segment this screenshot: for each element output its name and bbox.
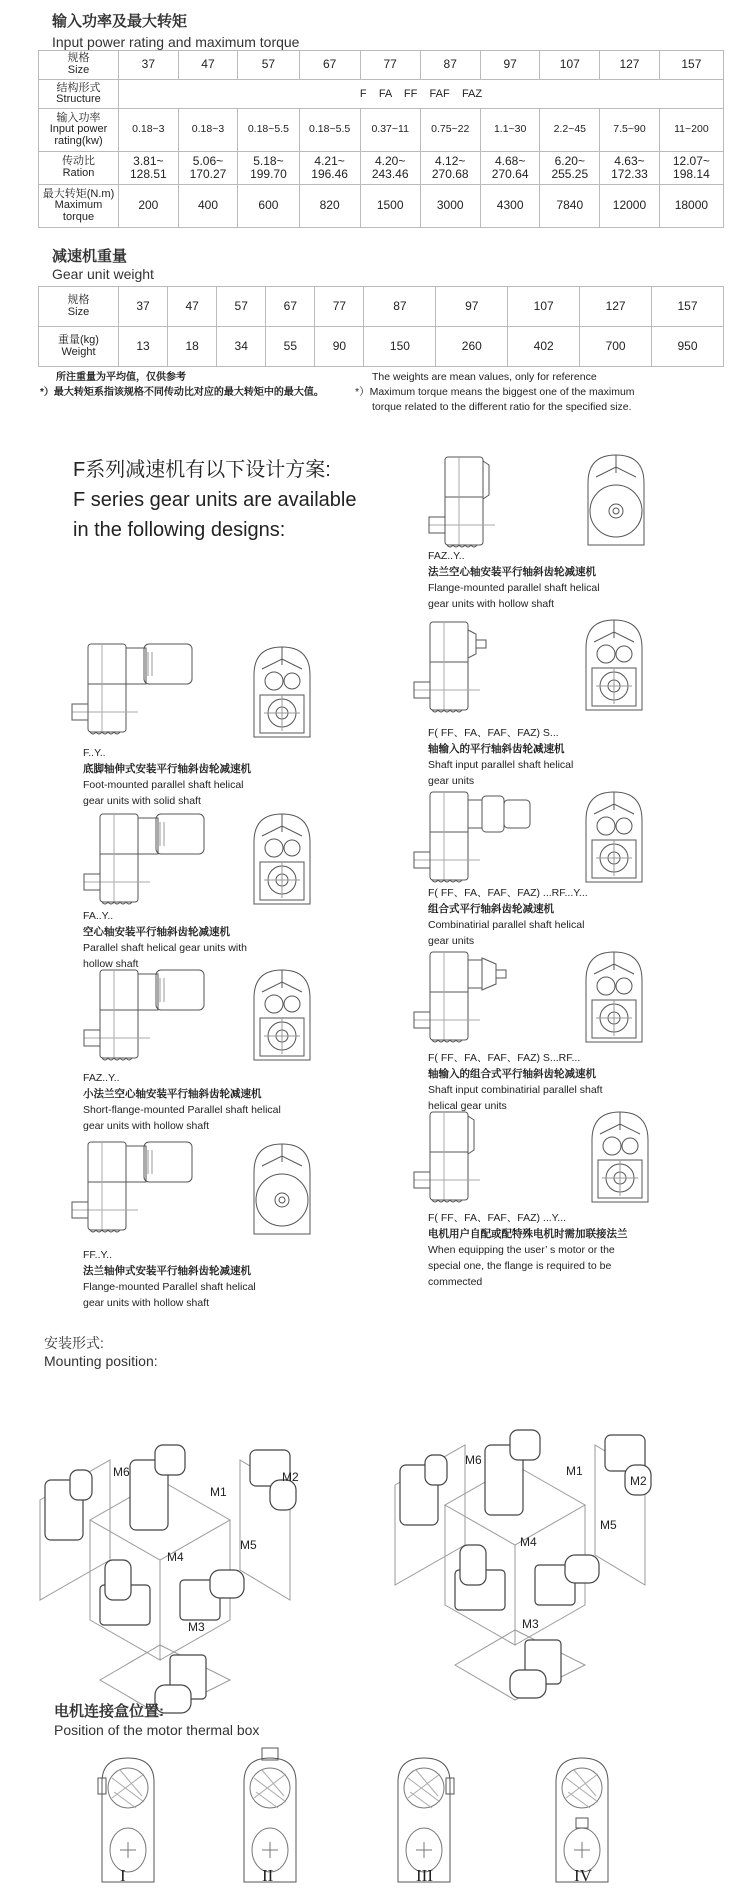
row-header	[39, 80, 119, 109]
design-name-en: helical gear units	[428, 1100, 507, 1112]
table-cell: 5.06~ 170.27	[178, 152, 238, 185]
table-cell: 0.18~3	[119, 109, 179, 152]
side-view-drawing	[410, 620, 540, 715]
weight-notes-cn	[40, 370, 324, 400]
table-cell: 87	[420, 51, 480, 80]
designs-title-en-1: F series gear units are available	[73, 489, 357, 511]
structure-cell: F FA FF FAF FAZ	[119, 80, 724, 109]
design-name-cn: 空心轴安装平行轴斜齿轮减速机	[83, 926, 230, 938]
table-cell: 37	[119, 287, 168, 327]
table-cell: 4.21~ 196.46	[299, 152, 360, 185]
table-row	[39, 185, 724, 228]
row-header-cn: 输入功率	[56, 111, 101, 124]
table-cell: 3.81~ 128.51	[119, 152, 179, 185]
table-row	[39, 327, 724, 367]
table-cell: 5.18~ 199.70	[238, 152, 299, 185]
table-cell: 12000	[600, 185, 660, 228]
design-name-cn: 组合式平行轴斜齿轮减速机	[428, 903, 554, 915]
designs-title-en-2: in the following designs:	[73, 519, 286, 541]
mounting-label-m6: M6	[465, 1453, 482, 1467]
design-code: FAZ..Y..	[428, 550, 465, 562]
mounting-label-m5: M5	[240, 1538, 257, 1552]
table-cell: 47	[168, 287, 217, 327]
table-cell: 4.12~ 270.68	[420, 152, 480, 185]
design-name-en: hollow shaft	[83, 958, 139, 970]
row-header	[39, 327, 119, 367]
note-cn-2: *）最大转矩系指该规格不同传动比对应的最大转矩中的最大值。	[40, 387, 324, 398]
design-code: F..Y..	[83, 747, 106, 759]
design-name-en: special one, the flange is required to be	[428, 1260, 612, 1272]
thermal-box-diagram	[240, 1752, 302, 1882]
design-caption	[83, 1247, 383, 1311]
thermal-title-en: Position of the motor thermal box	[54, 1722, 260, 1738]
designs-title-cn: F系列减速机有以下设计方案:	[73, 459, 331, 481]
table-cell: 0.18~5.5	[299, 109, 360, 152]
front-view-drawing	[584, 950, 646, 1045]
mounting-label-m4: M4	[167, 1550, 184, 1564]
design-caption	[428, 1050, 728, 1114]
design-name-cn: 小法兰空心轴安装平行轴斜齿轮减速机	[83, 1088, 262, 1100]
design-caption	[83, 745, 383, 809]
row-header-en: Size	[67, 64, 90, 77]
table-cell: 7840	[540, 185, 600, 228]
table-cell: 4.20~ 243.46	[360, 152, 420, 185]
row-header-cn: 最大转矩(N.m)	[42, 187, 115, 200]
table-cell: 4.68~ 270.64	[480, 152, 540, 185]
row-header-en: Ration	[62, 167, 95, 179]
thermal-position-label: IV	[574, 1866, 592, 1885]
power-table	[38, 50, 724, 228]
weight-notes-en	[355, 370, 635, 415]
note-en-1: The weights are mean values, only for reference	[372, 371, 597, 383]
mounting-label-m5: M5	[600, 1518, 617, 1532]
mounting-label-m3: M3	[522, 1617, 539, 1631]
designs-heading	[73, 455, 356, 545]
table-cell: 57	[217, 287, 266, 327]
table-cell: 260	[436, 327, 508, 367]
design-caption	[83, 1070, 383, 1134]
row-header-en: Input power rating(kw)	[49, 123, 108, 147]
table-cell: 4.63~ 172.33	[600, 152, 660, 185]
table-cell: 127	[600, 51, 660, 80]
thermal-position-label: III	[416, 1866, 433, 1885]
table-cell: 77	[315, 287, 364, 327]
table-cell: 90	[315, 327, 364, 367]
front-view-drawing	[586, 453, 648, 548]
table-cell: 700	[580, 327, 652, 367]
table-cell: 34	[217, 327, 266, 367]
table-cell: 150	[364, 327, 436, 367]
table-cell: 6.20~ 255.25	[540, 152, 600, 185]
table-cell: 13	[119, 327, 168, 367]
design-caption	[428, 725, 728, 789]
side-view-drawing	[80, 812, 210, 907]
side-view-drawing	[80, 968, 210, 1063]
table-row	[39, 287, 724, 327]
mounting-label-m1: M1	[210, 1485, 227, 1499]
power-title-cn: 输入功率及最大转矩	[52, 13, 188, 30]
mounting-label-m2: M2	[630, 1474, 647, 1488]
note-en-3: torque related to the different ratio for the specified size.	[372, 401, 632, 413]
design-name-en: commected	[428, 1276, 483, 1288]
power-title-en: Input power rating and maximum torque	[52, 34, 300, 50]
table-cell: 107	[508, 287, 580, 327]
table-cell: 67	[299, 51, 360, 80]
mounting-label-m3: M3	[188, 1620, 205, 1634]
design-name-en: Flange-mounted Parallel shaft helical	[83, 1281, 256, 1293]
thermal-box-diagram	[394, 1752, 456, 1882]
thermal-title-cn: 电机连接盒位置:	[54, 1703, 164, 1720]
table-row	[39, 80, 724, 109]
table-cell: 3000	[420, 185, 480, 228]
table-cell: 37	[119, 51, 179, 80]
table-cell: 0.37~11	[360, 109, 420, 152]
design-caption	[428, 548, 728, 612]
table-cell: 1.1~30	[480, 109, 540, 152]
table-row	[39, 51, 724, 80]
design-name-cn: 法兰轴伸式安装平行轴斜齿轮减速机	[83, 1265, 251, 1277]
table-cell: 12.07~ 198.14	[659, 152, 723, 185]
design-name-en: When equipping the user’ s motor or the	[428, 1244, 615, 1256]
table-cell: 4300	[480, 185, 540, 228]
table-cell: 11~200	[659, 109, 723, 152]
table-cell: 400	[178, 185, 238, 228]
table-cell: 87	[364, 287, 436, 327]
design-code: F( FF、FA、FAF、FAZ) ...Y...	[428, 1212, 567, 1224]
note-cn-1: 所注重量为平均值，仅供参考	[56, 372, 186, 383]
front-view-drawing	[252, 645, 314, 740]
thermal-position-label: II	[262, 1866, 274, 1885]
design-code: F( FF、FA、FAF、FAZ) ...RF...Y...	[428, 887, 588, 899]
table-row	[39, 152, 724, 185]
table-cell: 0.75~22	[420, 109, 480, 152]
front-view-drawing	[584, 790, 646, 885]
design-name-en: gear units with hollow shaft	[83, 1297, 210, 1309]
weight-title-en: Gear unit weight	[52, 266, 154, 282]
mounting-label-m2: M2	[282, 1470, 299, 1484]
front-view-drawing	[252, 968, 314, 1063]
table-cell: 97	[436, 287, 508, 327]
design-name-en: Flange-mounted parallel shaft helical	[428, 582, 600, 594]
table-cell: 402	[508, 327, 580, 367]
design-name-en: gear units	[428, 775, 475, 787]
design-code: FAZ..Y..	[83, 1072, 120, 1084]
row-header	[39, 152, 119, 185]
design-caption	[428, 1210, 728, 1290]
table-row	[39, 109, 724, 152]
design-name-en: Short-flange-mounted Parallel shaft helical	[83, 1104, 281, 1116]
weight-title-cn: 减速机重量	[52, 248, 128, 265]
side-view-drawing	[410, 1110, 540, 1205]
row-header	[39, 109, 119, 152]
front-view-drawing	[252, 1142, 314, 1237]
design-name-cn: 法兰空心轴安装平行轴斜齿轮减速机	[428, 566, 596, 578]
row-header-cn: 规格	[67, 293, 90, 306]
mounting-label-m1: M1	[566, 1464, 583, 1478]
table-cell: 127	[580, 287, 652, 327]
table-cell: 97	[480, 51, 540, 80]
design-code: F( FF、FA、FAF、FAZ) S...RF...	[428, 1052, 581, 1064]
table-cell: 18	[168, 327, 217, 367]
row-header-en: Maximum torque	[54, 199, 103, 223]
mounting-cube-diagram	[30, 1420, 330, 1720]
thermal-box-diagram	[552, 1752, 614, 1882]
design-code: FF..Y..	[83, 1249, 112, 1261]
row-header	[39, 287, 119, 327]
front-view-drawing	[252, 812, 314, 907]
design-name-en: Shaft input combinatirial parallel shaft	[428, 1084, 603, 1096]
table-cell: 1500	[360, 185, 420, 228]
thermal-box-diagram	[98, 1752, 160, 1882]
design-code: FA..Y..	[83, 910, 114, 922]
table-cell: 157	[659, 51, 723, 80]
side-view-drawing	[68, 1140, 198, 1235]
side-view-drawing	[410, 790, 540, 885]
design-caption	[83, 908, 383, 972]
table-cell: 157	[652, 287, 724, 327]
row-header-cn: 规格	[67, 52, 90, 65]
note-en-2: *）Maximum torque means the biggest one of the maximum	[355, 386, 635, 398]
design-name-cn: 轴输入的组合式平行轴斜齿轮减速机	[428, 1068, 596, 1080]
front-view-drawing	[590, 1110, 652, 1205]
mounting-title-en: Mounting position:	[44, 1353, 158, 1369]
table-cell: 2.2~45	[540, 109, 600, 152]
table-cell: 55	[266, 327, 315, 367]
design-name-en: gear units with hollow shaft	[428, 598, 555, 610]
side-view-drawing	[410, 950, 540, 1045]
design-name-en: Shaft input parallel shaft helical	[428, 759, 574, 771]
row-header-en: Size	[67, 305, 90, 318]
design-name-en: Combinatirial parallel shaft helical	[428, 919, 585, 931]
table-cell: 200	[119, 185, 179, 228]
mounting-label-m4: M4	[520, 1535, 537, 1549]
front-view-drawing	[584, 618, 646, 713]
design-name-cn: 底脚轴伸式安装平行轴斜齿轮减速机	[83, 763, 251, 775]
design-name-en: Parallel shaft helical gear units with	[83, 942, 248, 954]
table-cell: 0.18~3	[178, 109, 238, 152]
design-caption	[428, 885, 728, 949]
table-cell: 600	[238, 185, 299, 228]
table-cell: 7.5~90	[600, 109, 660, 152]
thermal-position-label: I	[120, 1866, 126, 1885]
table-cell: 47	[178, 51, 238, 80]
table-cell: 77	[360, 51, 420, 80]
weight-table	[38, 286, 724, 367]
design-name-en: gear units with hollow shaft	[83, 1120, 210, 1132]
design-name-en: gear units with solid shaft	[83, 795, 201, 807]
mounting-label-m6: M6	[113, 1465, 130, 1479]
side-view-drawing	[68, 642, 198, 737]
row-header-cn: 结构形式	[56, 81, 101, 94]
mounting-cube-diagram	[385, 1405, 685, 1705]
row-header-en: Weight	[61, 345, 96, 358]
row-header-cn: 传动比	[62, 155, 95, 168]
design-name-cn: 轴输入的平行轴斜齿轮减速机	[428, 743, 565, 755]
table-cell: 950	[652, 327, 724, 367]
row-header-en: Structure	[56, 93, 101, 106]
design-code: F( FF、FA、FAF、FAZ) S...	[428, 727, 559, 739]
mounting-title-cn: 安装形式:	[44, 1335, 104, 1351]
side-view-drawing	[425, 455, 555, 550]
row-header-cn: 重量(kg)	[58, 333, 99, 346]
table-cell: 0.18~5.5	[238, 109, 299, 152]
row-header	[39, 51, 119, 80]
design-name-en: gear units	[428, 935, 475, 947]
table-cell: 107	[540, 51, 600, 80]
row-header	[39, 185, 119, 228]
table-cell: 57	[238, 51, 299, 80]
design-name-en: Foot-mounted parallel shaft helical	[83, 779, 244, 791]
table-cell: 67	[266, 287, 315, 327]
table-cell: 820	[299, 185, 360, 228]
table-cell: 18000	[659, 185, 723, 228]
design-name-cn: 电机用户自配或配特殊电机时需加联接法兰	[428, 1228, 628, 1240]
